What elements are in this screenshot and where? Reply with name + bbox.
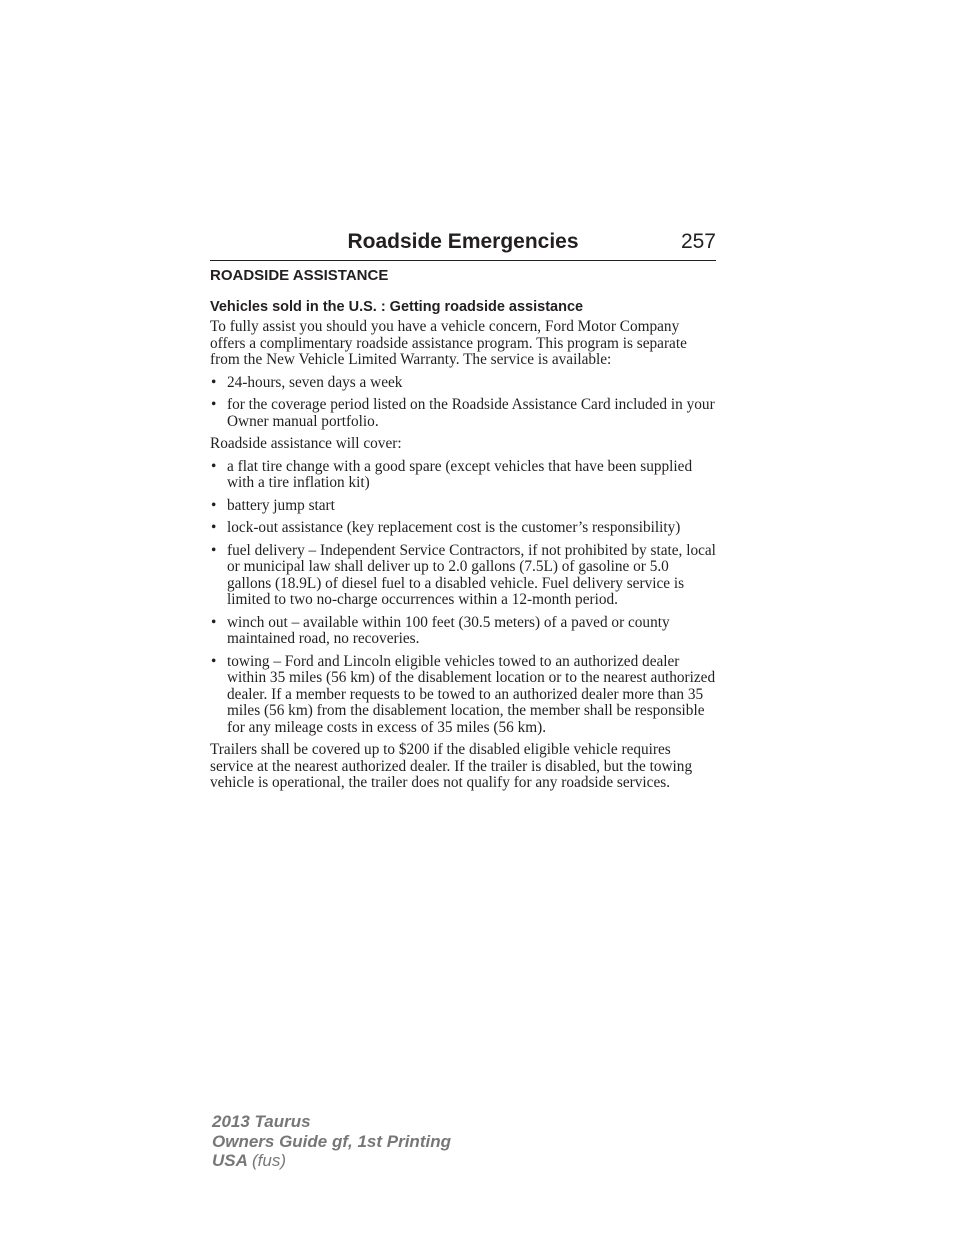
footer-edition: Owners Guide gf, 1st Printing [212,1131,451,1151]
list-item: • 24-hours, seven days a week [210,375,716,392]
document-footer [212,1112,451,1171]
list-item: • a flat tire change with a good spare (except vehicles that have been supplied with a tire inflation kit) [210,459,716,492]
list-item: • towing – Ford and Lincoln eligible vehicles towed to an authorized dealer within 35 miles (56 km) of the disablement location or to the nearest authorized dealer. If a member requests to be towed to an authorized dealer more than 35 miles (56 km) from the disablement location, the member shall be responsible for any mileage costs in excess of 35 miles (56 km). [210,654,716,737]
chapter-title: Roadside Emergencies [347,230,579,253]
list-item: • battery jump start [210,498,716,515]
intro-paragraph: To fully assist you should you have a vehicle concern, Ford Motor Company offers a complimentary roadside assistance program. This program is separate from the New Vehicle Limited Warranty. The service is available: [210,318,687,368]
footer-market-code: (fus) [252,1151,286,1170]
footer-country: USA [212,1151,248,1170]
section-title: ROADSIDE ASSISTANCE [210,267,389,284]
page-number: 257 [680,230,716,253]
footer-market [212,1151,451,1171]
page-header [210,229,716,261]
trailer-paragraph: Trailers shall be covered up to $200 if the disabled eligible vehicle requires service at the nearest authorized dealer. If the trailer is disabled, but the towing vehicle is operational, the trailer does not qualify for any roadside services. [210,741,693,791]
list-item: • lock-out assistance (key replacement cost is the customer’s responsibility) [210,520,716,537]
list-item: • winch out – available within 100 feet (30.5 meters) of a paved or county maintained road, no recoveries. [210,615,716,648]
footer-model: 2013 Taurus [212,1112,311,1131]
list-item: • fuel delivery – Independent Service Contractors, if not prohibited by state, local or municipal law shall deliver up to 2.0 gallons (7.5L) of gasoline or 5.0 gallons (18.9L) of diesel fuel to a disabled vehicle. Fuel delivery service is limited to two no-charge occurrences within a 12-month period. [210,543,716,609]
availability-list [210,375,716,431]
page-content [210,267,716,798]
subsection-title: Vehicles sold in the U.S. : Getting roadside assistance [210,299,584,315]
coverage-list [210,459,716,737]
list-item: • for the coverage period listed on the Roadside Assistance Card included in your Owner manual portfolio. [210,397,716,430]
coverage-intro: Roadside assistance will cover: [210,435,402,452]
